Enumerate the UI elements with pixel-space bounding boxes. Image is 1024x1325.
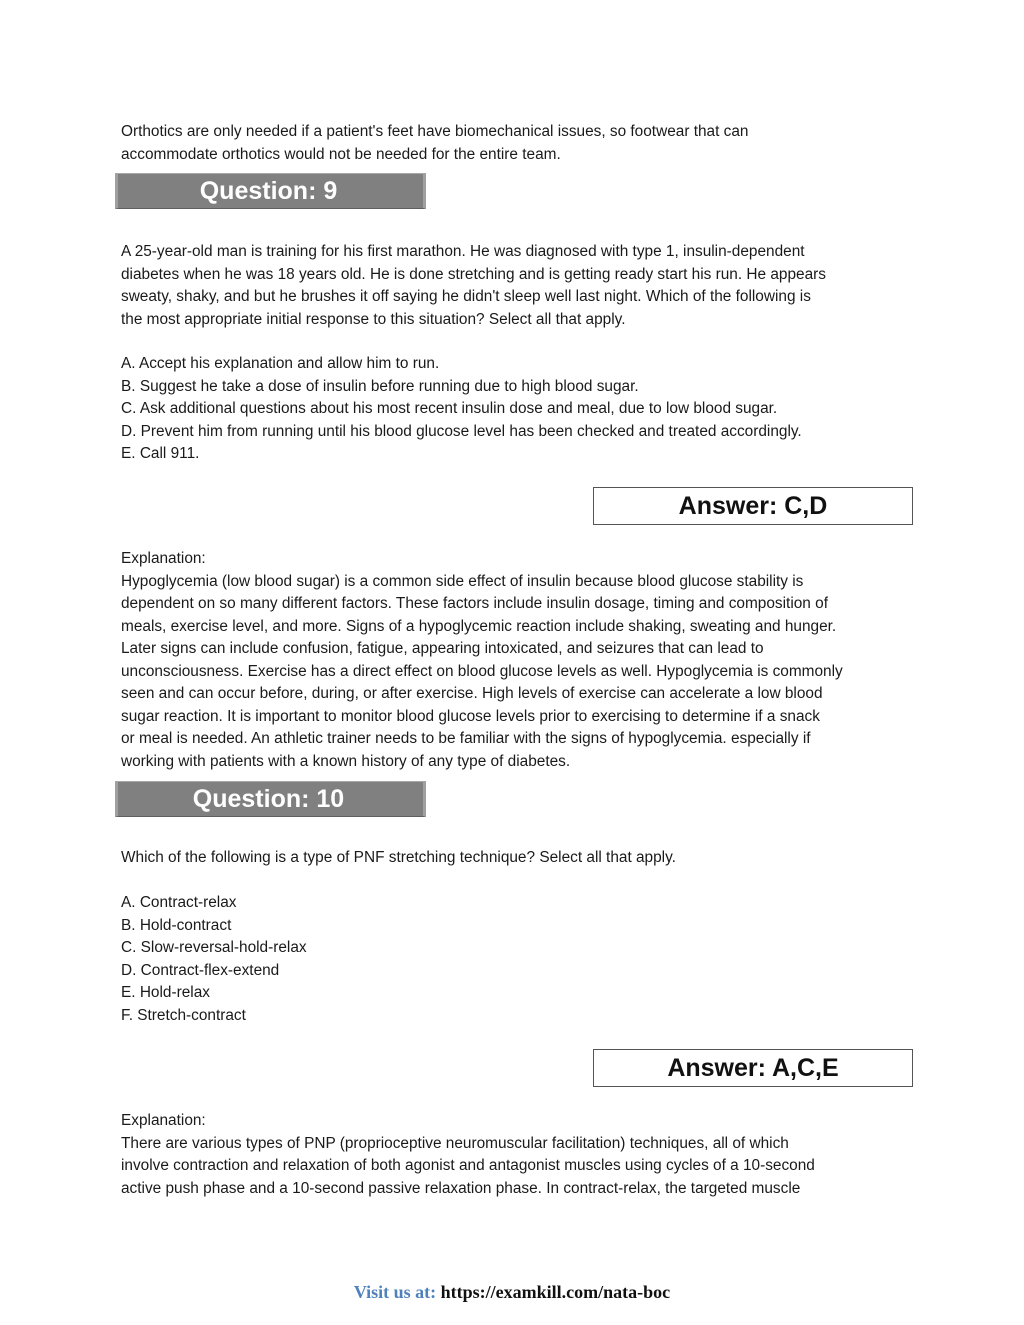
text-line: meals, exercise level, and more. Signs of a hypoglycemic reaction include shaking, sweating and hunger. xyxy=(121,617,837,635)
option-c: C. Slow-reversal-hold-relax xyxy=(121,939,307,956)
option-b: B. Suggest he take a dose of insulin before running due to high blood sugar. xyxy=(121,377,639,395)
option-a: A. Contract-relax xyxy=(121,894,237,911)
text-line: diabetes when he was 18 years old. He is done stretching and is getting ready start his run. He appears xyxy=(121,265,826,283)
text-line: sugar reaction. It is important to monitor blood glucose levels prior to exercising to determine if a snack xyxy=(121,707,820,725)
text-line: sweaty, shaky, and but he brushes it off saying he didn't sleep well last night. Which of the following is xyxy=(121,288,811,305)
explanation-label: Explanation: xyxy=(121,1112,206,1129)
text-line: unconsciousness. Exercise has a direct effect on blood glucose levels as well. Hypoglycemia is commonly xyxy=(121,662,843,680)
option-c: C. Ask additional questions about his most recent insulin dose and meal, due to low blood sugar. xyxy=(121,400,778,417)
text-line: accommodate orthotics would not be needed for the entire team. xyxy=(121,145,561,163)
question-10-explanation xyxy=(121,1110,911,1200)
question-10-stem xyxy=(121,847,911,870)
option-f: F. Stretch-contract xyxy=(121,1006,246,1024)
option-e: E. Hold-relax xyxy=(121,984,210,1001)
option-b: B. Hold-contract xyxy=(121,916,232,934)
question-9-explanation xyxy=(121,548,911,773)
question-10-answer: Answer: A,C,E xyxy=(593,1049,913,1087)
text-line: the most appropriate initial response to this situation? Select all that apply. xyxy=(121,310,626,328)
question-9-answer: Answer: C,D xyxy=(593,487,913,525)
question-9-options xyxy=(121,353,911,466)
text-line: seen and can occur before, during, or after exercise. High levels of exercise can accelerate a low blood xyxy=(121,685,823,702)
text-line: involve contraction and relaxation of both agonist and antagonist muscles using cycles of a 10-second xyxy=(121,1157,815,1174)
text-line: active push phase and a 10-second passive relaxation phase. In contract-relax, the targeted muscle xyxy=(121,1179,801,1197)
question-9-header: Question: 9 xyxy=(115,173,426,209)
question-10-options xyxy=(121,892,911,1027)
footer-link[interactable]: https://examkill.com/nata-boc xyxy=(440,1282,671,1302)
option-d: D. Prevent him from running until his blood glucose level has been checked and treated accordingly. xyxy=(121,422,802,440)
text-line: Later signs can include confusion, fatigue, appearing intoxicated, and seizures that can lead to xyxy=(121,640,764,657)
text-line: A 25-year-old man is training for his first marathon. He was diagnosed with type 1, insulin-dependent xyxy=(121,243,805,260)
option-e: E. Call 911. xyxy=(121,445,200,462)
intro-paragraph xyxy=(121,121,911,166)
question-10-header: Question: 10 xyxy=(115,781,426,817)
text-line: Hypoglycemia (low blood sugar) is a common side effect of insulin because blood glucose stability is xyxy=(121,572,804,590)
option-a: A. Accept his explanation and allow him to run. xyxy=(121,355,440,372)
option-d: D. Contract-flex-extend xyxy=(121,961,280,979)
text-line: Which of the following is a type of PNF stretching technique? Select all that apply. xyxy=(121,849,676,866)
explanation-label: Explanation: xyxy=(121,550,206,567)
text-line: Orthotics are only needed if a patient's feet have biomechanical issues, so footwear that can xyxy=(121,123,749,140)
page-footer xyxy=(0,1282,1024,1303)
text-line: or meal is needed. An athletic trainer needs to be familiar with the signs of hypoglycemia. especially if xyxy=(121,730,811,747)
question-9-stem xyxy=(121,241,911,331)
text-line: There are various types of PNP (proprioceptive neuromuscular facilitation) techniques, all of which xyxy=(121,1134,789,1152)
text-line: working with patients with a known history of any type of diabetes. xyxy=(121,752,571,770)
footer-label: Visit us at: xyxy=(353,1282,437,1302)
text-line: dependent on so many different factors. These factors include insulin dosage, timing and composition of xyxy=(121,595,828,612)
